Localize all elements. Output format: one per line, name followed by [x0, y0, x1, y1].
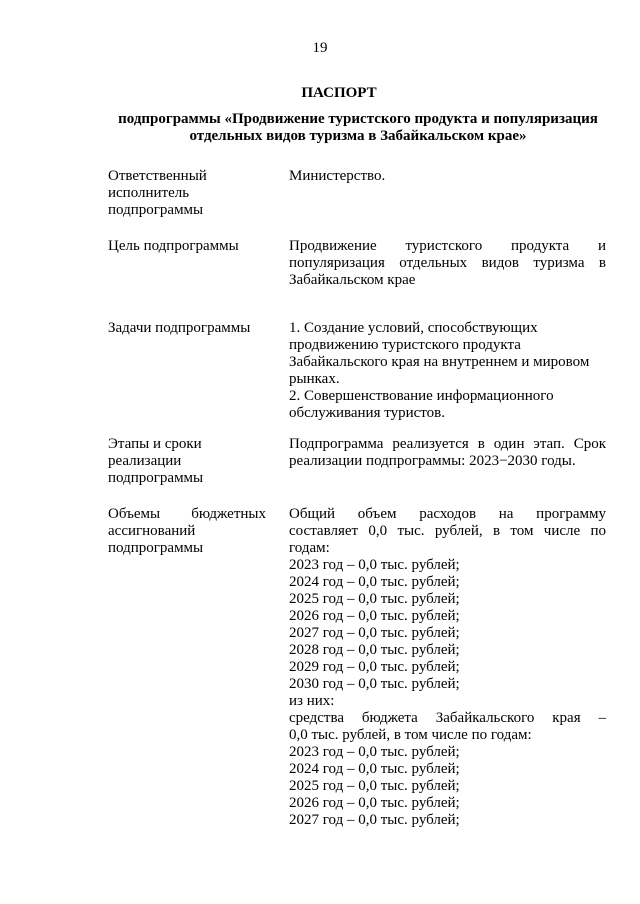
row-value-budget [289, 506, 606, 829]
value-line: из них: [289, 693, 335, 709]
value-line: Забайкальском крае [289, 272, 416, 288]
value-line: Общий объем расходов на программу [289, 506, 606, 522]
value-line: составляет 0,0 тыс. рублей, в том числе по [289, 523, 606, 539]
value-line: 2025 год – 0,0 тыс. рублей; [289, 591, 460, 607]
row-value-executor [289, 168, 606, 185]
value-line: 2023 год – 0,0 тыс. рублей; [289, 557, 460, 573]
row-label-executor [108, 168, 266, 219]
value-line: 2030 год – 0,0 тыс. рублей; [289, 676, 460, 692]
value-line: Забайкальского края на внутреннем и мировом [289, 354, 590, 370]
value-line: 2. Совершенствование информационного [289, 388, 554, 404]
row-value-goal [289, 238, 606, 289]
value-line: 2029 год – 0,0 тыс. рублей; [289, 659, 460, 675]
label-line: подпрограммы [108, 540, 204, 556]
row-label-stages [108, 436, 266, 487]
label-line: Цель подпрограммы [108, 238, 239, 254]
value-line: популяризация отдельных видов туризма в [289, 255, 606, 271]
value-line: 2027 год – 0,0 тыс. рублей; [289, 812, 460, 828]
row-label-tasks [108, 320, 266, 337]
value-line: продвижению туристского продукта [289, 337, 521, 353]
row-value-stages [289, 436, 606, 470]
value-line: Министерство. [289, 168, 386, 184]
label-line: ассигнований [108, 523, 196, 539]
row-label-budget [108, 506, 266, 557]
value-line: рынках. [289, 371, 340, 387]
label-line: Этапы и сроки [108, 436, 202, 452]
value-line: 2024 год – 0,0 тыс. рублей; [289, 761, 460, 777]
value-line: 1. Создание условий, способствующих [289, 320, 538, 336]
value-line: реализации подпрограммы: 2023−2030 годы. [289, 453, 576, 469]
value-line: 0,0 тыс. рублей, в том числе по годам: [289, 727, 532, 743]
document-heading: ПАСПОРТ [301, 85, 377, 101]
value-line: 2027 год – 0,0 тыс. рублей; [289, 625, 460, 641]
document-subheading [108, 111, 608, 145]
value-line: 2028 год – 0,0 тыс. рублей; [289, 642, 460, 658]
label-line: Объемы бюджетных [108, 506, 266, 522]
label-line: исполнитель [108, 185, 190, 201]
value-line: 2023 год – 0,0 тыс. рублей; [289, 744, 460, 760]
value-line: обслуживания туристов. [289, 405, 445, 421]
label-line: Задачи подпрограммы [108, 320, 251, 336]
value-line: Продвижение туристского продукта и [289, 238, 606, 254]
value-line: 2025 год – 0,0 тыс. рублей; [289, 778, 460, 794]
value-line: 2026 год – 0,0 тыс. рублей; [289, 795, 460, 811]
row-label-goal [108, 238, 266, 255]
value-line: годам: [289, 540, 330, 556]
label-line: подпрограммы [108, 470, 204, 486]
value-line: 2024 год – 0,0 тыс. рублей; [289, 574, 460, 590]
subheading-line-1: подпрограммы «Продвижение туристского продукта и популяризация [118, 111, 598, 127]
subheading-line-2: отдельных видов туризма в Забайкальском крае» [189, 128, 527, 144]
label-line: реализации [108, 453, 182, 469]
label-line: подпрограммы [108, 202, 204, 218]
page-number: 19 [312, 40, 328, 56]
row-value-tasks [289, 320, 606, 422]
value-line: 2026 год – 0,0 тыс. рублей; [289, 608, 460, 624]
value-line: средства бюджета Забайкальского края – [289, 710, 606, 726]
label-line: Ответственный [108, 168, 207, 184]
value-line: Подпрограмма реализуется в один этап. Срок [289, 436, 606, 452]
